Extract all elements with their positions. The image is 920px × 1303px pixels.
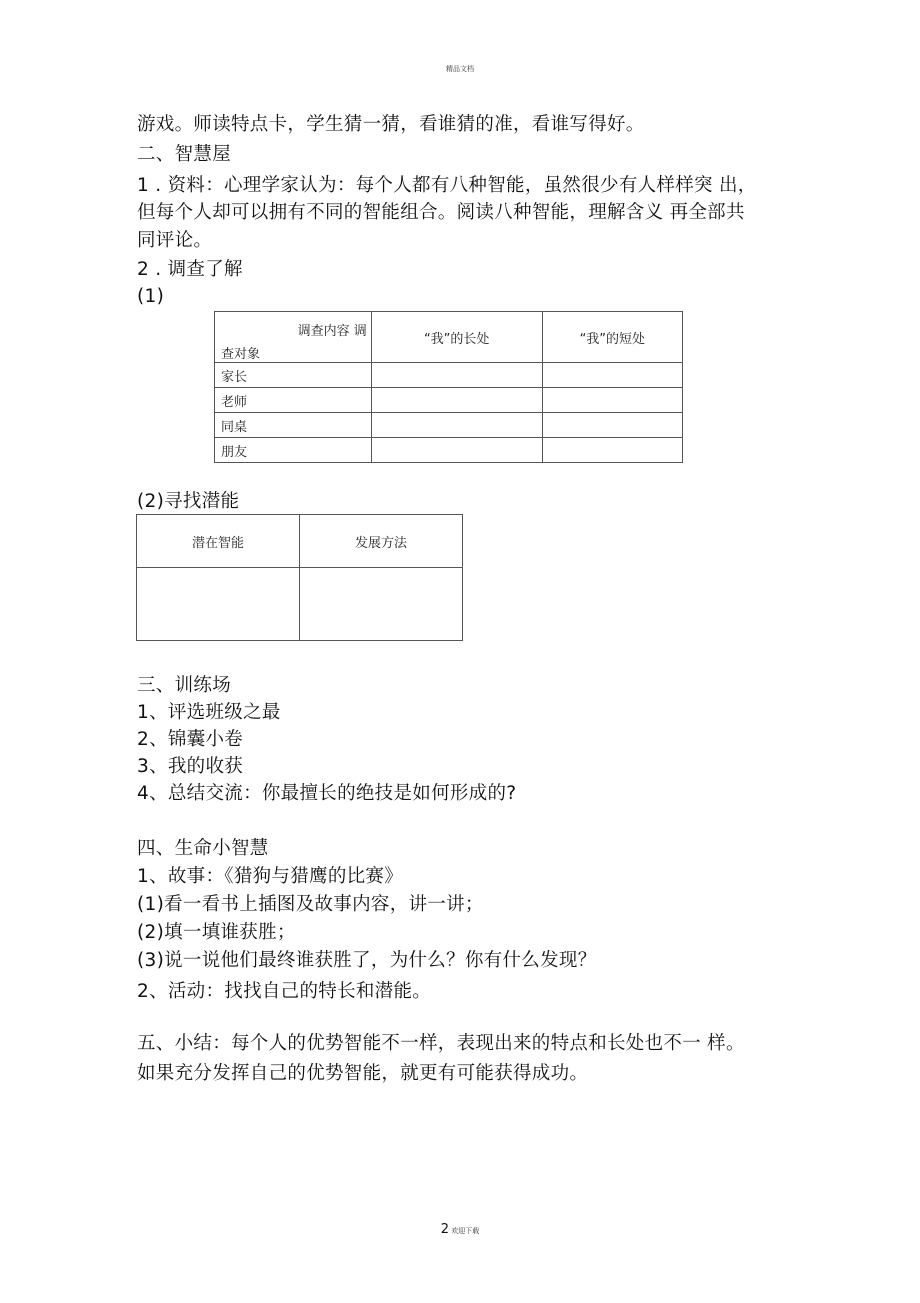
survey-cell bbox=[371, 413, 542, 438]
potential-cell bbox=[137, 568, 300, 641]
col-strengths-header: “我”的长处 bbox=[371, 312, 542, 363]
section-heading-2: 二、智慧屋 bbox=[137, 144, 232, 165]
survey-row-label: 家长 bbox=[215, 363, 372, 388]
text-line-4: 但每个人却可以拥有不同的智能组合。阅读八种智能，理解含义 再全部共 bbox=[137, 202, 745, 223]
summary-line-1: 五、小结：每个人的优势智能不一样，表现出来的特点和长处也不一 样。 bbox=[137, 1033, 745, 1054]
corner-top-label: 调查内容 调 bbox=[297, 324, 367, 339]
text-line-5: 同评论。 bbox=[137, 230, 213, 251]
list-item-activity: 2、活动：找找自己的特长和潜能。 bbox=[137, 981, 432, 1002]
section-heading-4: 四、生命小智慧 bbox=[137, 838, 269, 859]
text-line-7: (1) bbox=[137, 286, 165, 307]
sub-item-3: (3)说一说他们最终谁获胜了，为什么？你有什么发现？ bbox=[137, 950, 597, 971]
potential-table bbox=[136, 514, 463, 641]
survey-row-label: 朋友 bbox=[215, 438, 372, 463]
sub-item-2: (2)填一填谁获胜； bbox=[137, 922, 296, 943]
page-number: 2 bbox=[440, 1222, 450, 1237]
page-header: 精品文档 bbox=[446, 65, 474, 73]
survey-cell bbox=[542, 438, 682, 463]
list-item-2: 2、锦囊小卷 bbox=[137, 729, 244, 750]
corner-bottom-label: 查对象 bbox=[221, 347, 261, 362]
survey-cell bbox=[371, 438, 542, 463]
list-item-4: 4、总结交流：你最擅长的绝技是如何形成的? bbox=[137, 783, 517, 804]
text-line-1: 游戏。师读特点卡，学生猜一猜，看谁猜的准，看谁写得好。 bbox=[137, 114, 645, 135]
survey-corner-cell bbox=[215, 312, 372, 363]
col-weaknesses-header: “我”的短处 bbox=[542, 312, 682, 363]
summary-line-2: 如果充分发挥自己的优势智能，就更有可能获得成功。 bbox=[137, 1063, 589, 1084]
survey-cell bbox=[542, 413, 682, 438]
potential-col2-header: 发展方法 bbox=[300, 515, 463, 568]
sub-item-1: (1)看一看书上插图及故事内容，讲一讲； bbox=[137, 894, 484, 915]
footer-note: 欢迎下载 bbox=[451, 1227, 480, 1235]
text-line-6: 2 . 调查了解 bbox=[137, 259, 243, 280]
list-item-3: 3、我的收获 bbox=[137, 756, 244, 777]
list-item-1: 1、评选班级之最 bbox=[137, 702, 281, 723]
list-item-story: 1、故事：《猎狗与猎鹰的比赛》 bbox=[137, 866, 404, 887]
text-line-3: 1 . 资料：心理学家认为：每个人都有八种智能，虽然很少有人样样突 出， bbox=[137, 175, 757, 196]
section-heading-3: 三、训练场 bbox=[137, 675, 232, 696]
survey-table bbox=[214, 311, 683, 463]
survey-cell bbox=[542, 363, 682, 388]
survey-cell bbox=[371, 363, 542, 388]
text-line-8: (2)寻找潜能 bbox=[137, 491, 240, 512]
survey-cell bbox=[371, 388, 542, 413]
survey-cell bbox=[542, 388, 682, 413]
potential-col1-header: 潜在智能 bbox=[137, 515, 300, 568]
potential-cell bbox=[300, 568, 463, 641]
survey-row-label: 老师 bbox=[215, 388, 372, 413]
survey-row-label: 同桌 bbox=[215, 413, 372, 438]
page-footer bbox=[0, 1222, 920, 1237]
